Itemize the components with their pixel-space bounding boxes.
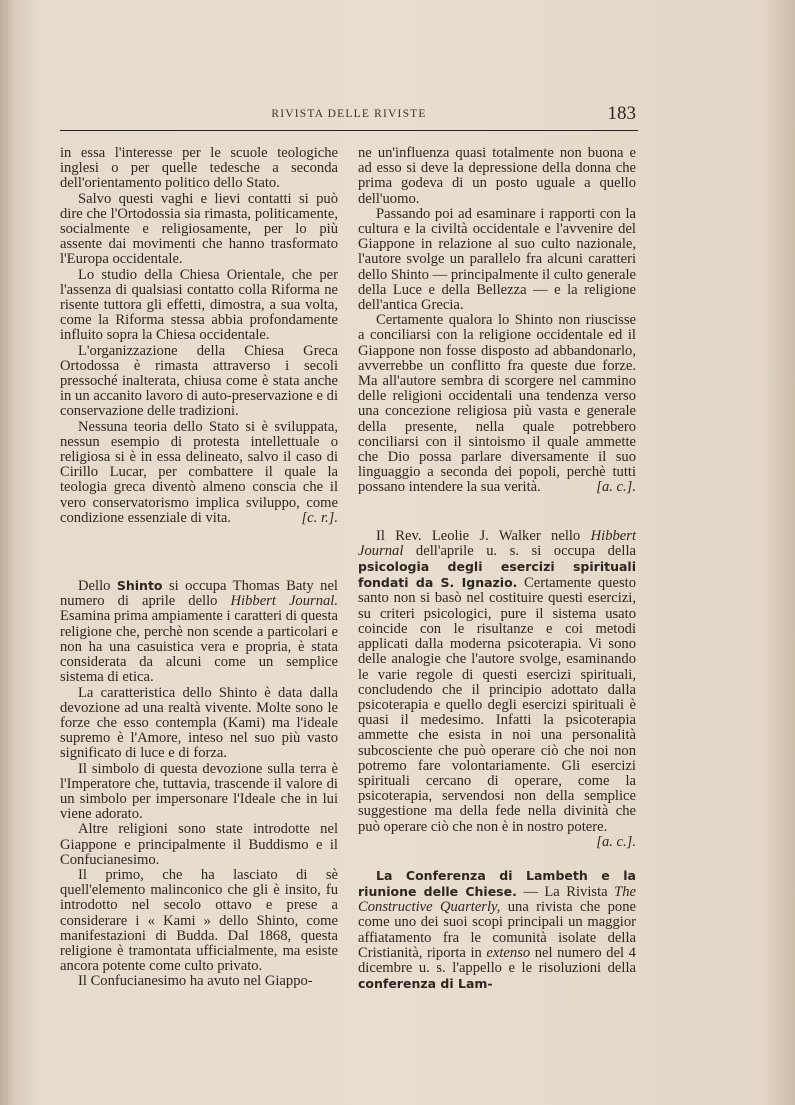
paragraph: Salvo questi vaghi e lievi contatti si può dire che l'Ortodossia sia rimasta, politicamente, socialmente e religiosamente, per lo più assente dai movimenti che hanno trasformato l'Europa occidentale. — [60, 190, 338, 268]
text-span: — La Rivista — [516, 883, 615, 900]
article-topic: La Conferenza di Lambeth e la riunione delle Chiese. — [358, 867, 636, 899]
author-initials: [a. c.]. — [596, 833, 636, 850]
text-span: una rivista che pone come uno dei suoi scopi principali un maggior affiatamento fra le comunità isolate della Cristianità, riporta in — [358, 899, 636, 961]
paragraph: Il simbolo di questa devozione sulla terra è l'Imperatore che, tuttavia, trascende il valore di un simbolo per impersonare l'Ideale che in lui viene adorato. — [60, 760, 338, 823]
article-topic: Shinto — [116, 578, 163, 594]
article-shinto — [60, 578, 338, 685]
paragraph: Altre religioni sono state introdotte nel Giappone e principalmente il Buddismo e il Confucianesimo. — [60, 821, 338, 868]
text-span: dell'aprile u. s. si occupa della — [403, 542, 636, 559]
paragraph: Lo studio della Chiesa Orientale, che per l'assenza di qualsiasi contatto colla Riforma ne risente tuttora gli effetti, dimostra, a sua volta, come la Riforma stessa abbia profondamente influito sopra la Chiesa occidentale. — [60, 266, 338, 344]
article-topic: conferenza di Lam- — [358, 976, 493, 992]
text-span: si occupa Thomas Baty nel numero di aprile dello — [60, 578, 338, 610]
paragraph: La caratteristica dello Shinto è data dalla devozione ad una realtà vivente. Molte sono le forze che esso contempla (Kami) ma l'ideale supremo è l'Amore, inteso nel suo più vasto significato di luce e di forza. — [60, 684, 338, 762]
text-span: nel numero del 4 dicembre u. s. l'appello e le risoluzioni della — [358, 944, 636, 976]
text-span: Esamina prima ampiamente i caratteri di questa religione che, perchè non scende a particolari e non ha una casuistica vera e propria, è stata considerata da alcuni come un semplice sistema di etica. — [60, 608, 338, 686]
running-head: RIVISTA DELLE RIVISTE — [271, 108, 427, 120]
article-ignazio — [358, 527, 636, 850]
author-initials: [c. r.]. — [301, 509, 338, 526]
text-span: Il Rev. Leolie J. Walker nello — [376, 527, 591, 544]
text-span: Dello — [78, 578, 117, 595]
right-column — [358, 146, 636, 992]
article-topic: psicologia degli esercizi spirituali fondati da S. Ignazio. — [358, 559, 636, 591]
paragraph: Passando poi ad esaminare i rapporti con la cultura e la civiltà occidentale e l'avvenire del Giappone in relazione al suo culto nazionale, l'autore svolge un parallelo fra alcuni caratteri dello Shinto — principalmente il culto generale della Luce e della Bellezza — e la religione dell'antica Grecia. — [358, 205, 637, 314]
text-span: Certamente questo santo non si basò nel costituire questi esercizi, su criteri psicologici, pure il sistema usato coincide con le risultanze e coi metodi applicati dalla moderna psicoterapia. Vi sono delle analogie che l'autore svolge, esaminando le varie regole di questi esercizi spirituali, concludendo che il principio adottato dalla psicoterapia e quello degli esercizi spirituali è quasi il medesimo. Infatti la psicoterapia ammette che esista in noi una personalità subcosciente che può operare ciò che noi non potremo fare volontariamente. Gli esercizi spirituali cercano di operare, come la psicoterapia, servendosi non della semplice suggestione ma della fede nella divinità che può operare ciò che non è in nostro potere. — [358, 575, 636, 835]
page-edge-shadow — [6, 0, 7, 1105]
journal-title: Hibbert Journal. — [230, 593, 338, 610]
page-number: 183 — [607, 103, 636, 124]
author-initials: [a. c.]. — [596, 479, 636, 496]
paragraph: in essa l'interesse per le scuole teologiche inglesi o per quelle tedesche a seconda dell'orientamento politico dello Stato. — [60, 145, 338, 192]
paragraph — [358, 313, 636, 495]
latin-phrase: extenso — [486, 944, 531, 961]
left-column — [60, 146, 338, 990]
paragraph: Il primo, che ha lasciato di sè quell'elemento malinconico che gli è insito, fu introdotto nel secolo ottavo e prese a considerare i « Kami » dello Shinto, come manifestazioni di Budda. Dal 1868, questa religione è tramontata ufficialmente, ma esiste ancora potente come culto privato. — [60, 866, 338, 975]
journal-title: The Constructive Quarterly, — [358, 883, 636, 916]
page-header — [60, 104, 638, 131]
journal-title: Hibbert Journal — [358, 527, 636, 559]
article-lambeth — [358, 868, 636, 993]
paragraph — [60, 420, 338, 526]
paragraph-text: Certamente qualora lo Shinto non riuscisse a conciliarsi con la religione occidentale ed il Giappone non fosse disposto ad abbandonarlo, avverrebbe un conflitto fra queste due forze. Ma all'autore sembra di scorgere nel cammino delle religioni occidentali una tendenza verso una concezione religiosa più vasta e generale della presente, nella quale potrebbero conciliarsi con il sintoismo il quale ammette che Dio possa parlare diversamente il suo linguaggio a seconda dei popoli, perchè tutti possano intendere la sua verità. — [358, 312, 636, 496]
paragraph: ne un'influenza quasi totalmente non buona e ad esso si deve la depressione della donna che prima godeva di un posto uguale a quello dell'uomo. — [358, 145, 636, 207]
paragraph: Il Confucianesimo ha avuto nel Giappo- — [78, 973, 313, 990]
paragraph-text: Nessuna teoria dello Stato si è sviluppata, nessun esempio di protesta intellettuale o religiosa si è in essa delineato, salvo il caso di Cirillo Lucar, per combattere il quale la teologia greca diventò almeno conscia che il vero conservatorismo implica sviluppo, come condizione essenziale di vita. — [60, 418, 338, 526]
paragraph: L'organizzazione della Chiesa Greca Ortodossa è rimasta attraverso i secoli pressoché inalterata, chiusa come è stata anche in un accanito lavoro di auto-preservazione e di conservazione delle tradizioni. — [60, 342, 338, 420]
